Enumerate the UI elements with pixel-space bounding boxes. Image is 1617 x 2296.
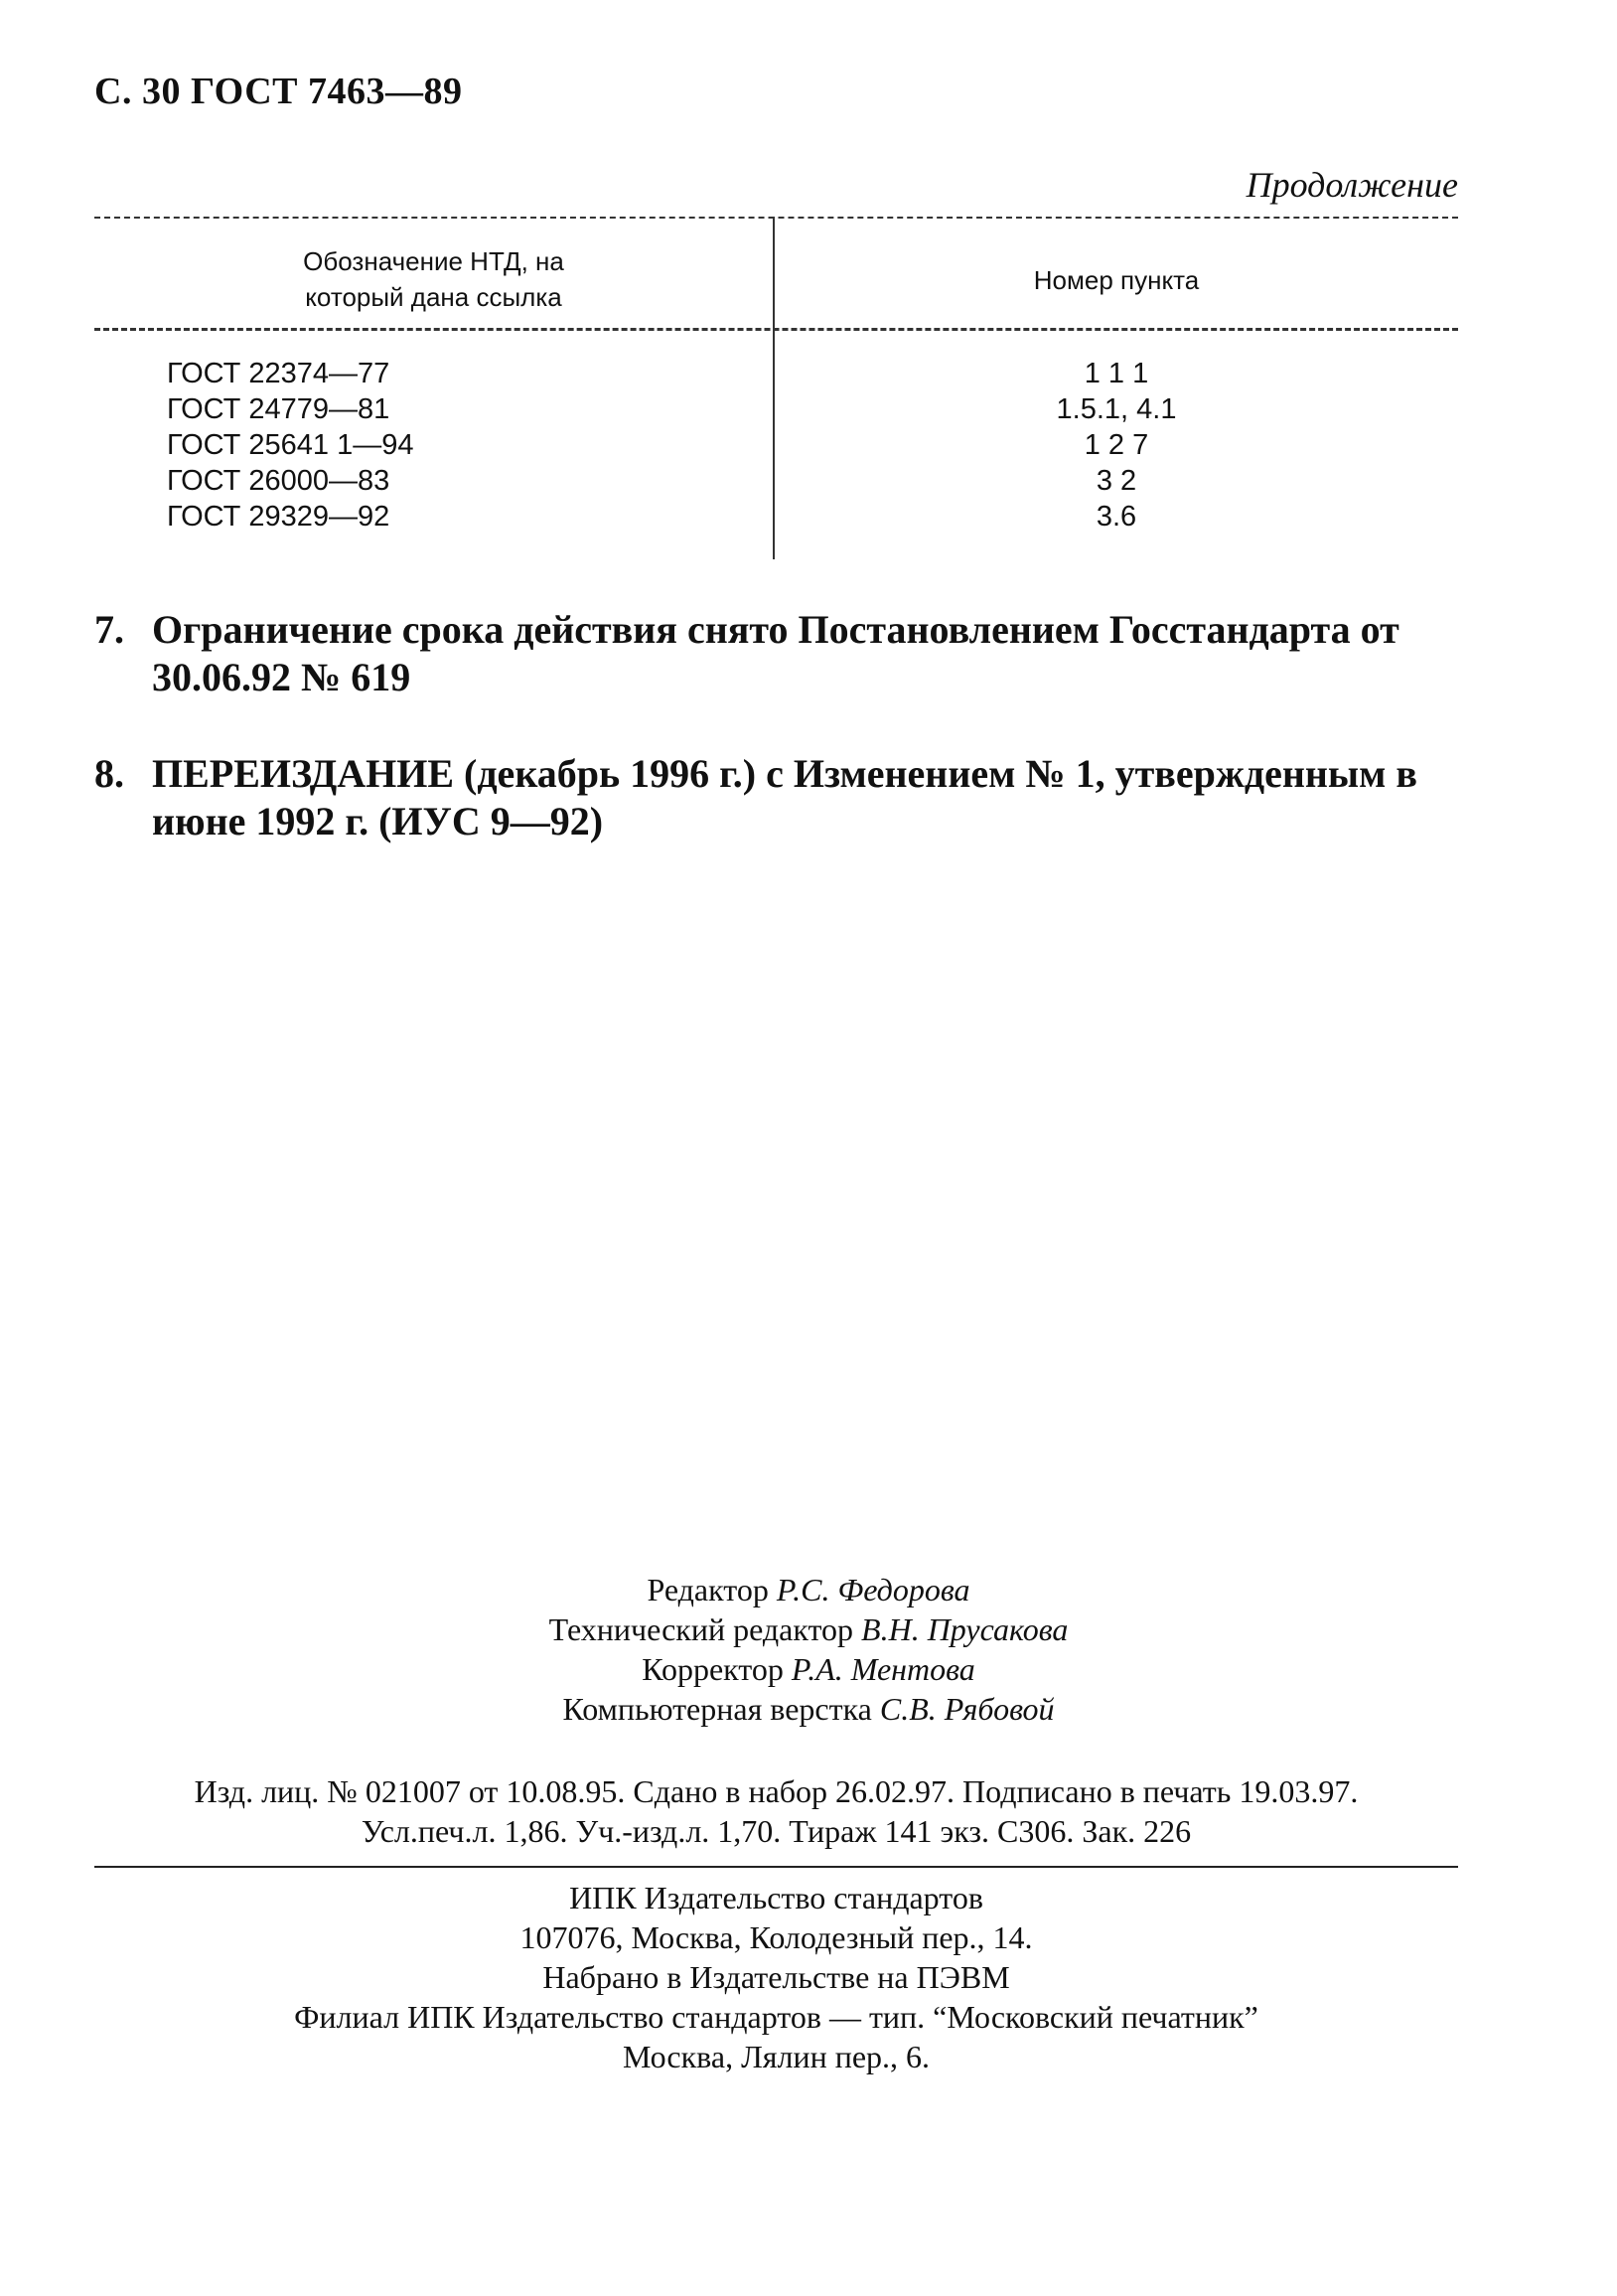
section-text: Ограничение срока действия снято Постановлением Госстандарта от 30.06.92 № 619 bbox=[152, 607, 1399, 699]
section-number: 8. bbox=[94, 751, 124, 796]
table-row bbox=[94, 463, 1458, 499]
table-cell-document: ГОСТ 22374—77 bbox=[167, 358, 390, 389]
credits-block bbox=[0, 1570, 1617, 1729]
imprint-line: Изд. лиц. № 021007 от 10.08.95. Сдано в набор 26.02.97. Подписано в печать 19.03.97. bbox=[194, 1773, 1359, 1809]
imprint-line: Усл.печ.л. 1,86. Уч.-изд.л. 1,70. Тираж 141 экз. С306. Зак. 226 bbox=[361, 1813, 1192, 1849]
publisher-line: Набрано в Издательстве на ПЭВМ bbox=[542, 1959, 1010, 1995]
credit-proofreader bbox=[0, 1649, 1617, 1689]
column-header-item: Номер пункта bbox=[1033, 265, 1200, 295]
credit-layout bbox=[0, 1689, 1617, 1729]
credit-editor bbox=[0, 1570, 1617, 1609]
credit-role: Редактор bbox=[647, 1572, 769, 1607]
credit-technical-editor bbox=[0, 1609, 1617, 1649]
continuation-label: Продолжение bbox=[1246, 165, 1458, 205]
table-top-rule bbox=[94, 217, 1458, 219]
table-cell-item: 3.6 bbox=[1096, 501, 1137, 533]
publisher-block bbox=[94, 1878, 1458, 2076]
table-cell-item: 1.5.1, 4.1 bbox=[1056, 393, 1177, 425]
publisher-line: ИПК Издательство стандартов bbox=[569, 1880, 983, 1915]
publisher-line: Москва, Лялин пер., 6. bbox=[622, 2039, 931, 2074]
credit-person: Р.С. Федорова bbox=[776, 1572, 970, 1607]
table-header-rule bbox=[94, 328, 1458, 331]
table-row bbox=[94, 499, 1458, 535]
credit-person: Р.А. Ментова bbox=[791, 1651, 975, 1687]
table-cell-item: 1 2 7 bbox=[1084, 429, 1149, 461]
page-header: С. 30 ГОСТ 7463—89 bbox=[94, 71, 463, 112]
credit-role: Технический редактор bbox=[548, 1611, 854, 1647]
credit-person: В.Н. Прусакова bbox=[861, 1611, 1069, 1647]
table-cell-item: 3 2 bbox=[1096, 465, 1137, 497]
reference-table bbox=[94, 217, 1458, 559]
imprint-block bbox=[94, 1771, 1458, 1851]
publisher-line: 107076, Москва, Колодезный пер., 14. bbox=[519, 1919, 1033, 1955]
table-cell-document: ГОСТ 24779—81 bbox=[167, 393, 390, 425]
table-cell-item: 1 1 1 bbox=[1084, 358, 1149, 389]
column-header-document: Обозначение НТД, на который дана ссылка bbox=[303, 246, 564, 312]
table-row bbox=[94, 391, 1458, 427]
imprint-divider bbox=[94, 1866, 1458, 1868]
table-cell-document: ГОСТ 29329—92 bbox=[167, 501, 390, 533]
section-8 bbox=[94, 750, 1465, 845]
credit-person: С.В. Рябовой bbox=[879, 1691, 1055, 1727]
table-cell-document: ГОСТ 25641 1—94 bbox=[167, 429, 414, 461]
credit-role: Корректор bbox=[642, 1651, 784, 1687]
section-number: 7. bbox=[94, 607, 124, 652]
publisher-line: Филиал ИПК Издательство стандартов — тип. “Московский печатник” bbox=[294, 1999, 1258, 2035]
section-text: ПЕРЕИЗДАНИЕ (декабрь 1996 г.) с Изменением № 1, утвержденным в июне 1992 г. (ИУС 9—92) bbox=[152, 751, 1418, 843]
table-body bbox=[94, 356, 1458, 535]
section-7 bbox=[94, 606, 1465, 701]
table-row bbox=[94, 427, 1458, 463]
table-row bbox=[94, 356, 1458, 391]
credit-role: Компьютерная верстка bbox=[562, 1691, 872, 1727]
table-cell-document: ГОСТ 26000—83 bbox=[167, 465, 390, 497]
